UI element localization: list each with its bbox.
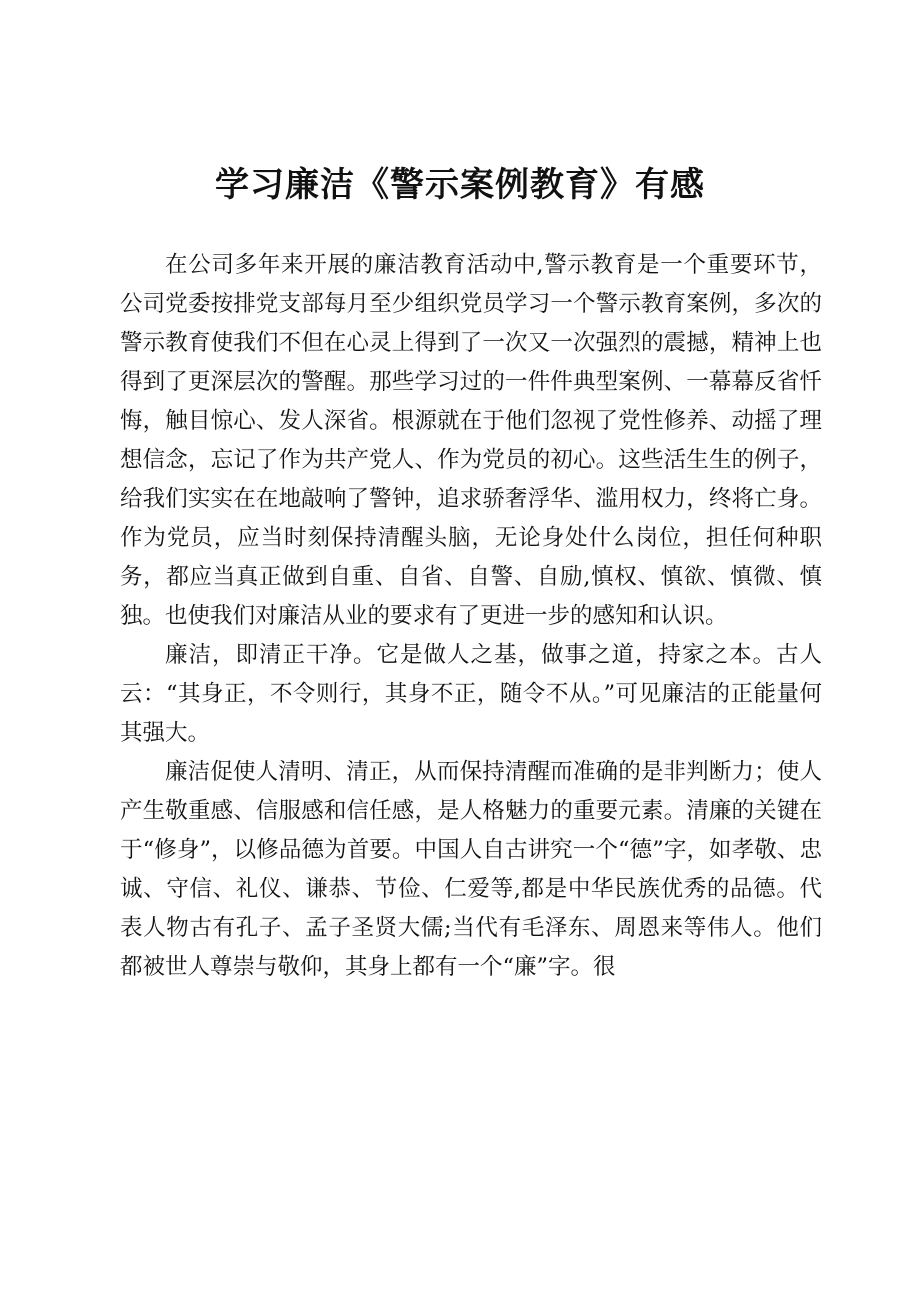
- paragraph-warning-education: 在公司多年来开展的廉洁教育活动中,警示教育是一个重要环节，公司党委按排党支部每月至少组织党员学习一个警示教育案例，多次的警示教育使我们不但在心灵上得到了一次又一次强烈的震撼，精神上也得到了更深层次的警醒。那些学习过的一件件典型案例、一幕幕反省忏悔，触目惊心、发人深省。根源就在于他们忽视了党性修养、动摇了理想信念，忘记了作为共产党人、作为党员的初心。这些活生生的例子，给我们实实在在地敲响了警钟，追求骄奢浮华、滥用权力，终将亡身。作为党员，应当时刻保持清醒头脑，无论身处什么岗位，担任何种职务，都应当真正做到自重、自省、自警、自励,慎权、慎欲、慎微、慎独。也使我们对廉洁从业的要求有了更进一步的感知和认识。: [120, 252, 822, 629]
- paragraph-integrity-definition: 廉洁，即清正干净。它是做人之基，做事之道，持家之本。古人云：“其身正，不令则行，其身不正，随令不从。”可见廉洁的正能量何其强大。: [120, 642, 822, 746]
- document-body: [120, 246, 822, 987]
- paragraph-integrity-character: 廉洁促使人清明、清正，从而保持清醒而准确的是非判断力；使人产生敬重感、信服感和信任感，是人格魅力的重要元素。清廉的关键在于“修身”，以修品德为首要。中国人自古讲究一个“德”字，如孝敬、忠诚、守信、礼仪、谦恭、节俭、仁爱等,都是中华民族优秀的品德。代表人物古有孔子、孟子圣贤大儒;当代有毛泽东、周恩来等伟人。他们都被世人尊崇与敬仰，其身上都有一个“廉”字。很: [120, 759, 822, 980]
- document-title: 学习廉洁《警示案例教育》有感: [215, 165, 705, 205]
